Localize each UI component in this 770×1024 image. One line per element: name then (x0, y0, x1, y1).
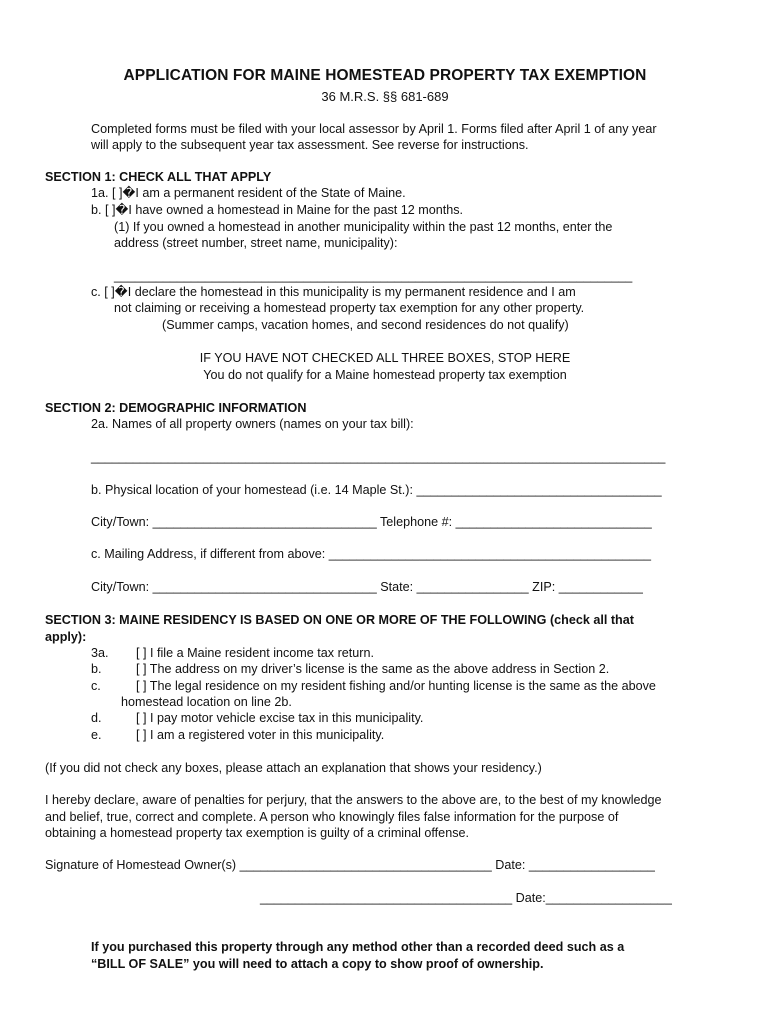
mailing-address-field[interactable]: c. Mailing Address, if different from above: ______________________________________________ (91, 547, 651, 561)
city-telephone-field[interactable]: City/Town: ________________________________ Telephone #: ____________________________ (91, 515, 652, 529)
declaration-line-2: and belief, true, correct and complete. A person who knowingly files false information for the purpose of (45, 810, 619, 824)
residency-item-key: c. (91, 679, 101, 693)
checkbox-1c-declare-residence[interactable]: c. [ ]�I declare the homestead in this municipality is my permanent residence and I am (91, 285, 576, 299)
residency-item-key: d. (91, 711, 102, 725)
explanation-note: (If you did not check any boxes, please attach an explanation that shows your residency.) (45, 761, 542, 775)
checkbox-3d-excise-tax[interactable]: [ ] I pay motor vehicle excise tax in this municipality. (136, 711, 424, 725)
checkbox-1b-owned-12-months[interactable]: b. [ ]�I have owned a homestead in Maine for the past 12 months. (91, 203, 464, 217)
checkbox-3e-registered-voter[interactable]: [ ] I am a registered voter in this municipality. (136, 728, 385, 742)
section-2-heading: SECTION 2: DEMOGRAPHIC INFORMATION (45, 401, 307, 415)
signature-date-field-1[interactable]: Signature of Homestead Owner(s) ____________________________________ Date: __________________ (45, 858, 655, 872)
physical-location-field[interactable]: b. Physical location of your homestead (i.e. 14 Maple St.): ___________________________________ (91, 483, 662, 497)
item-1b-note-line-1: (1) If you owned a homestead in another municipality within the past 12 months, enter the (114, 220, 613, 234)
item-1c-line-2: not claiming or receiving a homestead property tax exemption for any other property. (114, 301, 585, 315)
residency-item-key: e. (91, 728, 102, 742)
form-title: APPLICATION FOR MAINE HOMESTEAD PROPERTY TAX EXEMPTION (123, 67, 647, 84)
stop-warning-detail: You do not qualify for a Maine homestead property tax exemption (203, 368, 567, 382)
signature-date-field-2[interactable]: ____________________________________ Date:__________________ (260, 891, 672, 905)
checkbox-3a-income-tax[interactable]: [ ] I file a Maine resident income tax return. (136, 646, 374, 660)
section-3-heading: SECTION 3: MAINE RESIDENCY IS BASED ON ONE OR MORE OF THE FOLLOWING (check all that (45, 613, 634, 627)
checkbox-1a-permanent-resident[interactable]: 1a. [ ]�I am a permanent resident of the State of Maine. (91, 186, 406, 200)
owners-label: 2a. Names of all property owners (names on your tax bill): (91, 417, 414, 431)
section-3-heading-cont: apply): (45, 630, 87, 644)
checkbox-3b-drivers-license[interactable]: [ ] The address on my driver’s license is the same as the above address in Section 2. (136, 662, 610, 676)
intro-line-2: will apply to the subsequent year tax assessment. See reverse for instructions. (91, 138, 529, 152)
section-1-heading: SECTION 1: CHECK ALL THAT APPLY (45, 170, 272, 184)
owners-names-field[interactable]: __________________________________________________________________________________ (91, 450, 666, 464)
declaration-line-1: I hereby declare, aware of penalties for perjury, that the answers to the above are, to the best of my knowledge (45, 793, 662, 807)
intro-line-1: Completed forms must be filed with your local assessor by April 1. Forms filed after April 1 of any year (91, 122, 657, 136)
ownership-proof-note-1: If you purchased this property through any method other than a recorded deed such as a (91, 940, 625, 954)
item-3c-continuation: homestead location on line 2b. (121, 695, 292, 709)
checkbox-3c-fishing-hunting-license[interactable]: [ ] The legal residence on my resident fishing and/or hunting license is the same as the above (136, 679, 656, 693)
declaration-line-3: obtaining a homestead property tax exemption is guilty of a criminal offense. (45, 826, 469, 840)
city-state-zip-field[interactable]: City/Town: ________________________________ State: ________________ ZIP: ____________ (91, 580, 643, 594)
ownership-proof-note-2: “BILL OF SALE” you will need to attach a copy to show proof of ownership. (91, 957, 544, 971)
residency-item-key: 3a. (91, 646, 109, 660)
prior-homestead-address-field[interactable]: __________________________________________________________________________ (114, 269, 633, 283)
residency-item-key: b. (91, 662, 102, 676)
stop-warning: IF YOU HAVE NOT CHECKED ALL THREE BOXES, STOP HERE (199, 351, 571, 365)
item-1c-line-3: (Summer camps, vacation homes, and second residences do not qualify) (162, 318, 569, 332)
statute-reference: 36 M.R.S. §§ 681-689 (321, 89, 449, 104)
item-1b-note-line-2: address (street number, street name, municipality): (114, 236, 398, 250)
